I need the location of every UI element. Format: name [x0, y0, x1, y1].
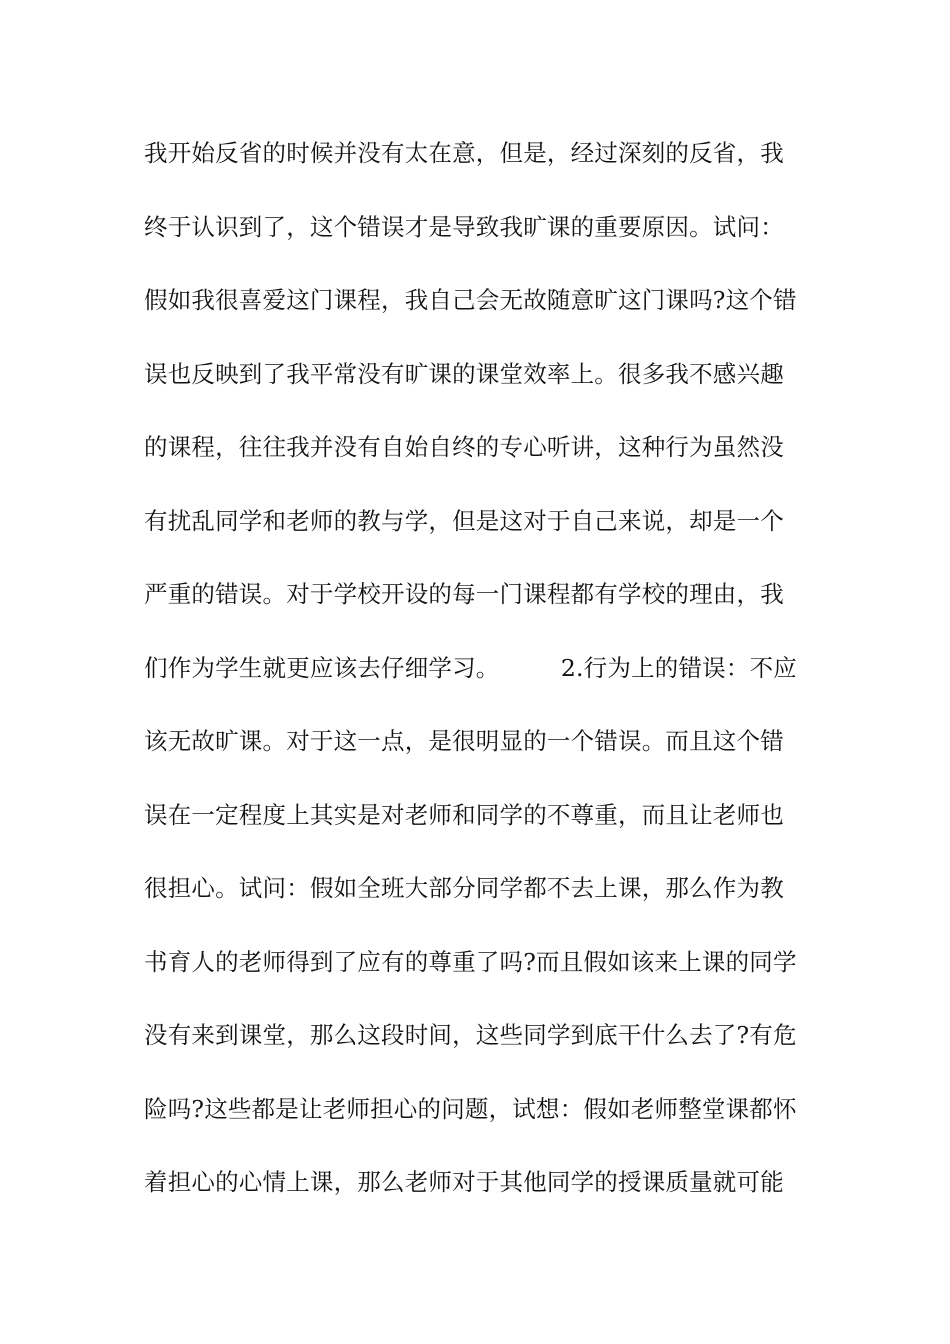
- text-line-2: 终于认识到了，这个错误才是导致我旷课的重要原因。试问：: [144, 212, 784, 241]
- text-line-3: 假如我很喜爱这门课程，我自己会无故随意旷这门课吗?这个错: [144, 286, 797, 314]
- text-line-15: 着担心的心情上课，那么老师对于其他同学的授课质量就可能: [144, 1168, 784, 1196]
- text-line-5: 的课程，往往我并没有自始自终的专心听讲，这种行为虽然没: [144, 433, 784, 461]
- text-line-11: 很担心。试问：假如全班大部分同学都不去上课，那么作为教: [144, 874, 784, 902]
- body-text: [144, 126, 844, 1229]
- text-line-12: 书育人的老师得到了应有的尊重了吗?而且假如该来上课的同学: [144, 947, 797, 976]
- text-line-7: 严重的错误。对于学校开设的每一门课程都有学校的理由，我: [144, 580, 784, 608]
- text-line-1: 我开始反省的时候并没有太在意，但是，经过深刻的反省，我: [144, 139, 784, 167]
- text-line-9: 该无故旷课。对于这一点，是很明显的一个错误。而且这个错: [144, 727, 784, 755]
- text-line-6: 有扰乱同学和老师的教与学，但是这对于自己来说，却是一个: [144, 506, 784, 535]
- text-line-4: 误也反映到了我平常没有旷课的课堂效率上。很多我不感兴趣: [144, 359, 784, 388]
- text-line-13: 没有来到课堂，那么这段时间，这些同学到底干什么去了?有危: [144, 1021, 797, 1049]
- text-line-8: 们作为学生就更应该去仔细学习。 2.行为上的错误：不应: [144, 653, 797, 682]
- text-line-14: 险吗?这些都是让老师担心的问题，试想：假如老师整堂课都怀: [144, 1094, 797, 1123]
- text-line-10: 误在一定程度上其实是对老师和同学的不尊重，而且让老师也: [144, 800, 784, 829]
